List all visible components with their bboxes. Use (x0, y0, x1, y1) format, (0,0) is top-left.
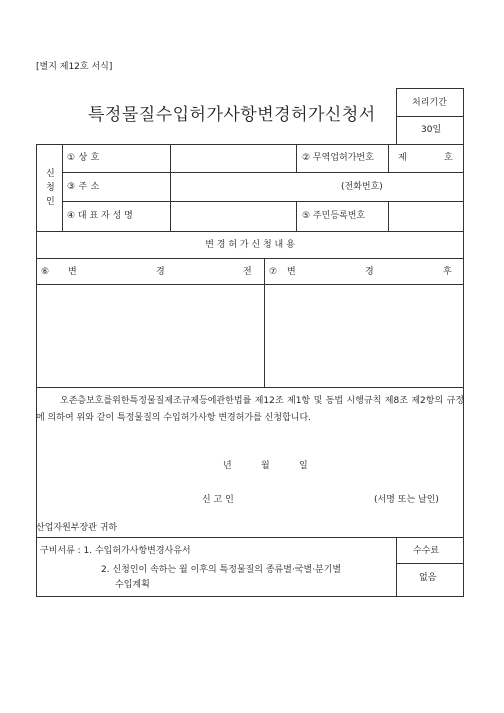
date-month: 월 (261, 461, 270, 471)
before-char-2: 경 (156, 267, 165, 277)
fee-value: 없음 (419, 573, 437, 583)
license-suffix: 호 (444, 153, 453, 163)
license-prefix: 제 (398, 153, 407, 163)
import-license-label: ② 무역업허가번호 (302, 153, 374, 163)
resident-no-label: ⑤ 주민등록번호 (302, 211, 366, 221)
phone-label: (전화번호) (341, 182, 383, 192)
date-year: 년 (223, 461, 232, 471)
after-char-1: 변 (287, 267, 296, 277)
declaration-text: 오존층보호를위한특정물질제조규제등에관한법률 제12조 제1항 및 동법 시행규칙 제8조 제2항의 규정에 의하여 위와 같이 특정물질의 수입허가사항 변경허가를 신청합니다. (36, 396, 464, 423)
fee-label: 수수료 (413, 546, 440, 556)
before-char-1: 변 (68, 267, 77, 277)
applicant-label-2: 청 (46, 183, 55, 193)
processing-label: 처리기간 (412, 98, 447, 108)
documents-label: 구비서류 : 1. 수입허가사항변경사유서 (40, 546, 191, 556)
date-day: 일 (299, 461, 308, 471)
before-char-3: 전 (243, 267, 252, 277)
documents-item2-line1: 2. 신청인이 속하는 월 이후의 특정물질의 종류별·국별·분기별 (101, 565, 342, 575)
representative-label: ④ 대 표 자 성 명 (67, 211, 133, 221)
recipient: 산업자원부장관 귀하 (36, 523, 118, 533)
after-char-2: 경 (365, 267, 374, 277)
trade-name-label: ① 상 호 (67, 153, 100, 163)
form-title: 특정물질수입허가사항변경허가신청서 (88, 105, 376, 125)
applicant-sign-label: 신 고 인 (202, 495, 234, 505)
before-number: ⑥ (41, 267, 50, 277)
after-number: ⑦ (269, 267, 278, 277)
change-header: 변 경 허 가 신 청 내 용 (205, 240, 295, 250)
after-char-3: 후 (443, 267, 452, 277)
processing-value: 30일 (421, 125, 442, 135)
applicant-label-3: 인 (46, 197, 55, 207)
sign-note: (서명 또는 날인) (374, 495, 439, 505)
documents-item2-line2: 수입계획 (115, 580, 150, 590)
form-label: [별지 제12호 서식] (36, 62, 113, 72)
applicant-label-1: 신 (46, 169, 55, 179)
address-label: ③ 주 소 (67, 182, 100, 192)
